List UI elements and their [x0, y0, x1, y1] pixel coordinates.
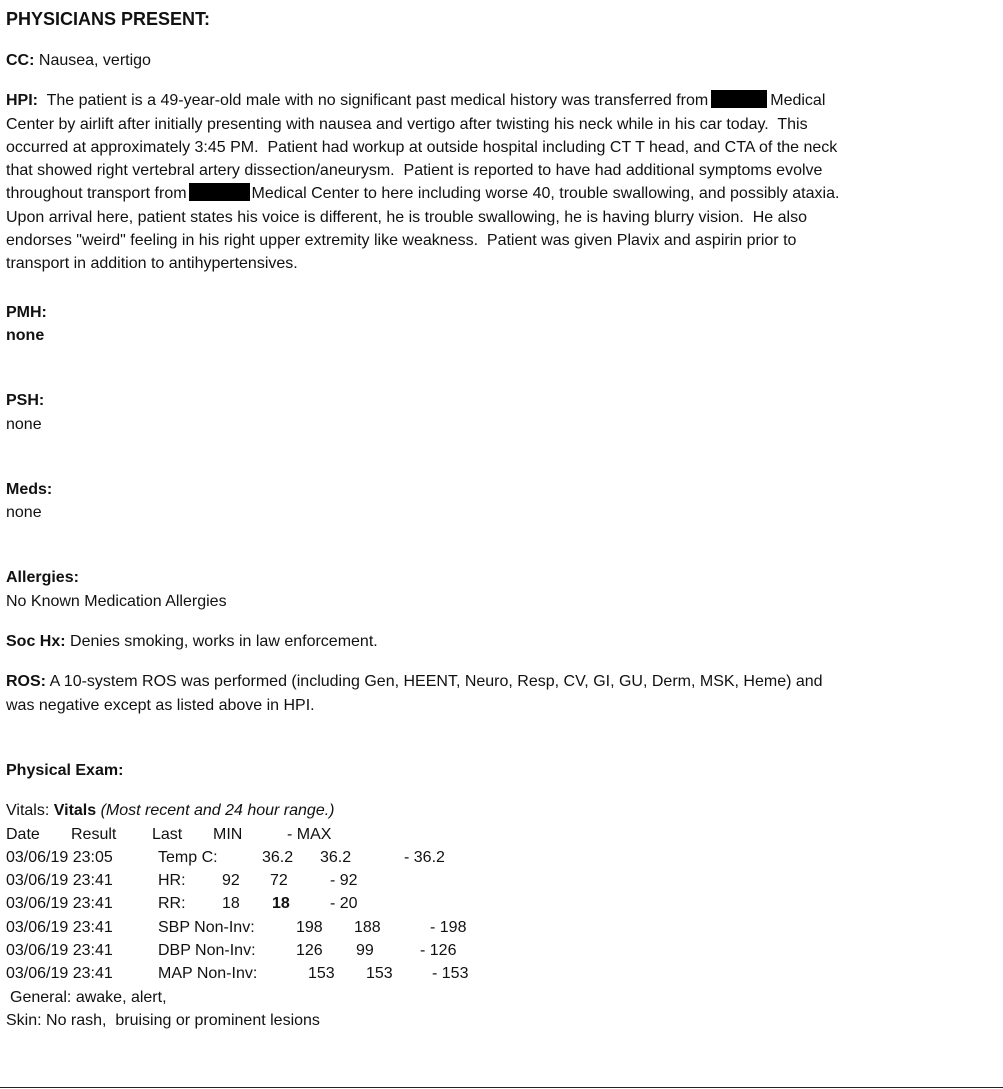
hpi-line3: occurred at approximately 3:45 PM. Patient had workup at outside hospital including CT T head, and CTA of the neck	[6, 138, 838, 156]
ros-label: ROS:	[6, 673, 46, 691]
vital-last: 153	[308, 965, 335, 983]
exam-general: General: awake, alert,	[10, 988, 167, 1006]
allergies-label: Allergies:	[6, 569, 79, 587]
vital-max: - 153	[432, 965, 469, 983]
vitals-prefix: Vitals:	[6, 802, 50, 820]
table-row	[6, 846, 1000, 869]
vital-datetime: 03/06/19 23:05	[6, 848, 113, 866]
vital-min: 153	[366, 965, 393, 983]
pmh-label: PMH:	[6, 303, 47, 321]
vitals-note: (Most recent and 24 hour range.)	[100, 802, 335, 820]
hpi-line8: transport in addition to antihypertensives.	[6, 255, 298, 273]
vital-max: - 36.2	[404, 848, 445, 866]
vital-datetime: 03/06/19 23:41	[6, 872, 113, 890]
table-row	[6, 892, 1000, 915]
soc-hx-line	[6, 630, 1000, 653]
exam-skin: Skin: No rash, bruising or prominent lesions	[6, 1011, 320, 1029]
col-date-header: Date	[6, 825, 40, 843]
soc-hx-label: Soc Hx:	[6, 633, 66, 651]
vital-name: MAP Non-Inv:	[158, 965, 258, 983]
hpi-line5-post: Medical Center to here including worse 40, trouble swallowing, and possibly ataxia.	[251, 185, 840, 203]
meds-value: none	[6, 504, 42, 522]
col-max-header: - MAX	[287, 825, 332, 843]
ros-text-1: A 10-system ROS was performed (including Gen, HEENT, Neuro, Resp, CV, GI, GU, Derm, MSK, Heme) and	[49, 673, 823, 691]
allergies-value: No Known Medication Allergies	[6, 592, 227, 610]
hpi-line7: endorses "weird" feeling in his right upper extremity like weakness. Patient was given Plavix and aspirin prior to	[6, 232, 797, 250]
note-page	[6, 6, 1000, 1032]
cc-label: CC:	[6, 52, 35, 69]
redaction-box	[711, 90, 767, 108]
vital-min: 188	[354, 918, 381, 936]
vital-max: - 92	[330, 872, 358, 890]
vital-max: - 20	[330, 895, 358, 913]
vital-name: SBP Non-Inv:	[158, 918, 255, 936]
hpi-line1-post: Medical	[770, 92, 826, 110]
ros-line1	[6, 670, 1000, 693]
vital-datetime: 03/06/19 23:41	[6, 895, 113, 913]
vitals-heading	[6, 799, 1000, 822]
hpi-line5-pre: throughout transport from	[6, 185, 187, 203]
cc-text: Nausea, vertigo	[38, 52, 151, 69]
vital-datetime: 03/06/19 23:41	[6, 942, 113, 960]
table-row	[6, 939, 1000, 962]
col-min-header: MIN	[213, 825, 243, 843]
table-row	[6, 916, 1000, 939]
table-row	[6, 962, 1000, 985]
vital-min: 36.2	[320, 848, 352, 866]
hpi-label: HPI:	[6, 92, 38, 110]
col-last-header: Last	[152, 825, 183, 843]
vital-min: 72	[270, 872, 288, 890]
vital-datetime: 03/06/19 23:41	[6, 965, 113, 983]
vital-datetime: 03/06/19 23:41	[6, 918, 113, 936]
vital-last: 126	[296, 942, 323, 960]
meds-label: Meds:	[6, 480, 53, 498]
table-row	[6, 869, 1000, 892]
cc-line	[6, 49, 1000, 72]
hpi-line2: Center by airlift after initially presenting with nausea and vertigo after twisting his neck while in his car today. This	[6, 115, 808, 133]
ros-line2: was negative except as listed above in HPI.	[6, 696, 315, 714]
physicians-present-heading: PHYSICIANS PRESENT:	[6, 9, 211, 29]
hpi-paragraph	[6, 89, 996, 275]
vital-last: 198	[296, 918, 323, 936]
bottom-divider	[0, 1087, 1003, 1088]
psh-value: none	[6, 415, 42, 433]
vital-name: DBP Non-Inv:	[158, 942, 256, 960]
psh-label: PSH:	[6, 392, 45, 410]
hpi-line4: that showed right vertebral artery dissection/aneurysm. Patient is reported to have had additional symptoms evolve	[6, 162, 823, 180]
pmh-value: none	[6, 326, 45, 344]
vital-min: 99	[356, 942, 374, 960]
hpi-line1-pre: The patient is a 49-year-old male with no significant past medical history was transferred from	[46, 92, 709, 110]
vital-max: - 198	[430, 918, 467, 936]
vital-name: Temp C:	[158, 848, 218, 866]
vital-name: HR:	[158, 872, 186, 890]
vital-last: 36.2	[262, 848, 294, 866]
vital-min: 18	[272, 895, 290, 913]
hpi-line6: Upon arrival here, patient states his voice is different, he is trouble swallowing, he is having blurry vision. He also	[6, 208, 807, 226]
col-result-header: Result	[71, 825, 117, 843]
soc-hx-text: Denies smoking, works in law enforcement.	[70, 633, 378, 651]
vital-name: RR:	[158, 895, 186, 913]
vital-last: 18	[222, 895, 240, 913]
physical-exam-heading: Physical Exam:	[6, 761, 124, 779]
vitals-title: Vitals	[53, 802, 97, 820]
vital-max: - 126	[420, 942, 457, 960]
vital-last: 92	[222, 872, 240, 890]
vitals-header-row	[6, 823, 1000, 846]
redaction-box	[189, 183, 250, 201]
